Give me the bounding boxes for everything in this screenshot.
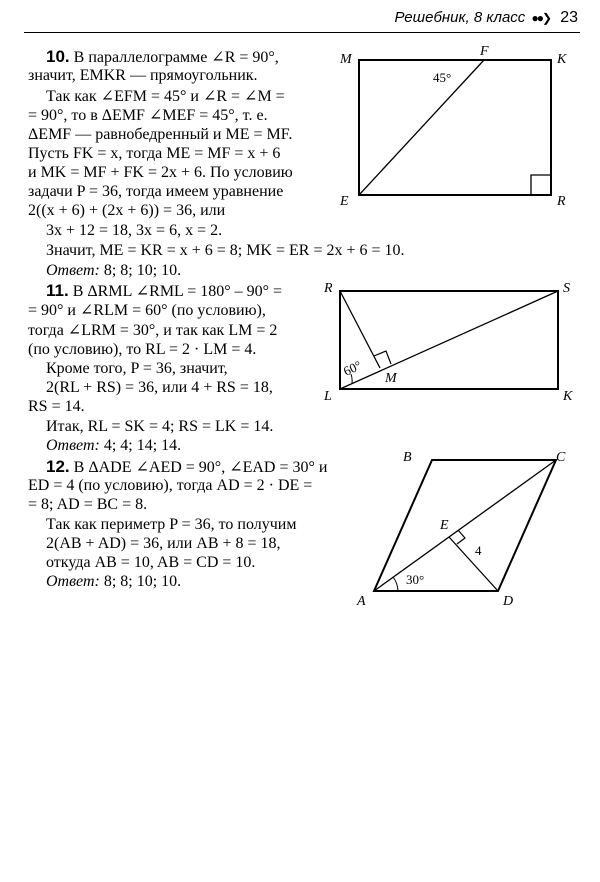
vertex-m: M: [385, 371, 397, 386]
running-head: [394, 9, 578, 27]
segment-ed: [449, 537, 498, 591]
problem-11-answer: [46, 437, 181, 455]
book-title: Решебник, 8 класс: [394, 9, 526, 26]
vertex-r: R: [324, 281, 333, 296]
vertex-f: F: [480, 44, 489, 59]
problem-11-line-3: тогда ∠LRM = 30°, и так как LM = 2: [28, 322, 278, 339]
problem-10-line-8: задачи P = 36, тогда имеем уравнение: [28, 183, 284, 200]
problem-10-line-5: ΔEMF — равнобедренный и ME = MF.: [28, 126, 293, 143]
problem-10-line-10: 3x + 12 = 18, 3x = 6, x = 2.: [46, 222, 223, 239]
angle-45-label: 45°: [433, 70, 452, 85]
problem-10-line-4: = 90°, то в ΔEMF ∠MEF = 45°, т. е.: [28, 107, 268, 124]
page-header: [0, 0, 600, 34]
problem-12-line-5: 2(AB + AD) = 36, или AB + 8 = 18,: [46, 535, 281, 552]
right-angle-mark: [531, 175, 551, 195]
problem-10-line-3: Так как ∠EFM = 45° и ∠R = ∠M =: [46, 88, 285, 105]
problem-11-line-8: Итак, RL = SK = 4; RS = LK = 14.: [46, 418, 274, 435]
problem-10-line-1: 10. В параллелограмме ∠R = 90°,: [46, 47, 279, 66]
problem-11-line-4: (по условию), то RL = 2 · LM = 4.: [28, 341, 257, 358]
angle-60-label: 60°: [340, 357, 364, 379]
problem-10-line-7: и MK = MF + FK = 2x + 6. По условию: [28, 164, 293, 181]
problem-12-answer: [46, 573, 181, 591]
problem-10-line-11: Значит, ME = KR = x + 6 = 8; MK = ER = 2x + 6 = 10.: [46, 242, 405, 259]
answer-label: Ответ:: [46, 573, 100, 590]
side-ed-length: 4: [475, 543, 482, 558]
problem-11-line-2: = 90° и ∠RLM = 60° (по условию),: [28, 302, 266, 319]
problem-10-number: 10.: [46, 47, 70, 66]
right-angle-mark: [457, 530, 465, 544]
problem-10-line-2: значит, EMKR — прямоугольник.: [28, 67, 258, 84]
problem-12-line-4: Так как периметр P = 36, то получим: [46, 516, 297, 533]
parallelogram-abcd-figure: [350, 445, 580, 615]
rectangle-rslk-figure: [318, 278, 580, 408]
header-ornament-icon: ●●❯: [531, 11, 551, 25]
problem-12-line-2: ED = 4 (по условию), тогда AD = 2 · DE =: [28, 477, 313, 494]
vertex-l: L: [324, 389, 332, 404]
vertex-m: M: [340, 52, 352, 67]
problem-12-line-3: = 8; AD = BC = 8.: [28, 496, 148, 513]
rectangle-emkr-figure: [330, 40, 580, 215]
page-number: 23: [560, 9, 578, 26]
vertex-a: A: [357, 594, 366, 609]
vertex-b: B: [403, 450, 412, 465]
problem-11-line-7: RS = 14.: [28, 398, 85, 415]
answer-value: 8; 8; 10; 10.: [103, 573, 182, 590]
vertex-e: E: [340, 194, 349, 209]
problem-10-line-9: 2((x + 6) + (2x + 6)) = 36, или: [28, 202, 226, 219]
problem-12-line-6: откуда AB = 10, AB = CD = 10.: [46, 554, 256, 571]
answer-label: Ответ:: [46, 437, 100, 454]
segment-ef: [359, 60, 484, 195]
segment-rm: [340, 291, 380, 368]
diagonal-ac: [374, 460, 556, 591]
angle-30-label: 30°: [406, 572, 425, 587]
diagonal-ls: [340, 291, 558, 389]
problem-11-line-1: 11. В ΔRML ∠RML = 180° – 90° =: [46, 281, 283, 300]
problem-10-line-6: Пусть FK = x, тогда ME = MF = x + 6: [28, 145, 281, 162]
header-rule: [24, 32, 580, 33]
problem-11-line-6: 2(RL + RS) = 36, или 4 + RS = 18,: [46, 379, 273, 396]
answer-label: Ответ:: [46, 262, 100, 279]
vertex-k: K: [563, 389, 573, 404]
problem-10-answer: [46, 262, 181, 280]
problem-12-number: 12.: [46, 457, 70, 476]
problem-11-line-5: Кроме того, P = 36, значит,: [46, 360, 228, 377]
answer-value: 4; 4; 14; 14.: [103, 437, 182, 454]
answer-value: 8; 8; 10; 10.: [103, 262, 182, 279]
vertex-c: C: [556, 450, 566, 465]
problem-11-number: 11.: [46, 281, 69, 300]
angle-arc: [393, 577, 398, 591]
vertex-d: D: [503, 594, 514, 609]
vertex-k: K: [557, 52, 567, 67]
vertex-r: R: [557, 194, 566, 209]
vertex-s: S: [563, 281, 570, 296]
vertex-e: E: [440, 518, 449, 533]
rectangle-emkr: [359, 60, 551, 195]
problem-12-line-1: 12. В ΔADE ∠AED = 90°, ∠EAD = 30° и: [46, 457, 328, 476]
